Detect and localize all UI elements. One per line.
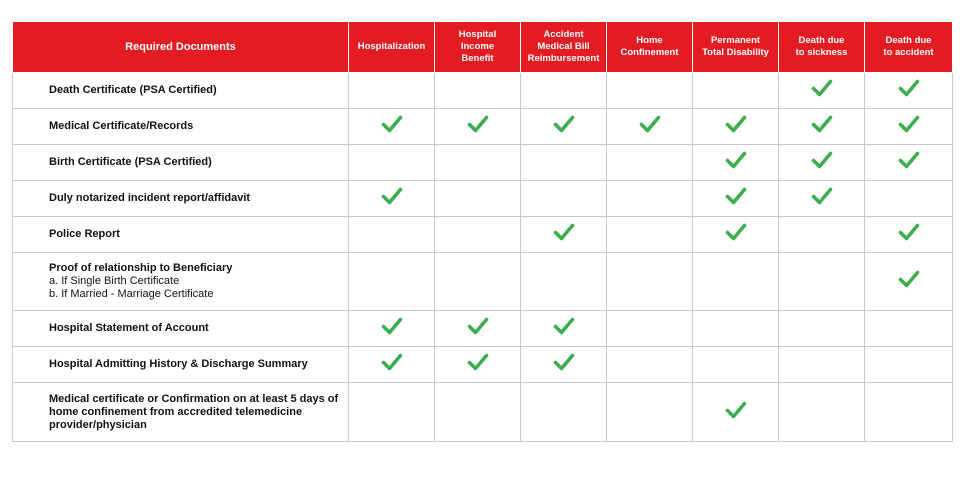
document-name-cell <box>13 73 349 109</box>
table-row <box>13 253 953 311</box>
column-header-home-confinement: Home Confinement <box>607 22 693 73</box>
requirement-cell <box>865 109 953 145</box>
requirement-cell <box>607 383 693 442</box>
check-icon <box>381 114 403 134</box>
table-row <box>13 181 953 217</box>
document-label: Duly notarized incident report/affidavit <box>49 192 251 204</box>
table-row <box>13 109 953 145</box>
requirement-cell <box>779 253 865 311</box>
required-documents-table <box>12 22 953 442</box>
requirement-cell <box>607 145 693 181</box>
requirement-cell <box>693 73 779 109</box>
requirement-cell <box>779 145 865 181</box>
requirement-cell <box>521 109 607 145</box>
requirement-cell <box>779 347 865 383</box>
requirement-cell <box>607 109 693 145</box>
table-row <box>13 347 953 383</box>
requirement-cell <box>693 217 779 253</box>
check-icon <box>553 222 575 242</box>
requirement-cell <box>865 217 953 253</box>
check-icon <box>898 150 920 170</box>
requirement-cell <box>865 73 953 109</box>
requirement-cell <box>779 109 865 145</box>
check-icon <box>381 186 403 206</box>
requirement-cell <box>779 181 865 217</box>
check-icon <box>553 114 575 134</box>
requirement-cell <box>607 347 693 383</box>
requirement-cell <box>349 109 435 145</box>
requirement-cell <box>521 347 607 383</box>
check-icon <box>639 114 661 134</box>
column-header-death-sickness: Death due to sickness <box>779 22 865 73</box>
table-row <box>13 73 953 109</box>
requirement-cell <box>607 181 693 217</box>
table-header-row <box>13 22 953 73</box>
check-icon <box>811 78 833 98</box>
document-sublabel: b. If Married - Marriage Certificate <box>49 288 214 300</box>
requirement-cell <box>865 347 953 383</box>
document-label: Medical certificate or Confirmation on at least 5 days of home confinement from accredited telemedicine provider/physician <box>49 392 339 431</box>
check-icon <box>467 352 489 372</box>
requirement-cell <box>779 73 865 109</box>
check-icon <box>467 316 489 336</box>
requirement-cell <box>607 73 693 109</box>
requirement-cell <box>865 311 953 347</box>
requirement-cell <box>435 347 521 383</box>
document-name-cell <box>13 145 349 181</box>
document-name-cell <box>13 181 349 217</box>
requirement-cell <box>349 181 435 217</box>
column-header-required-documents: Required Documents <box>13 22 349 73</box>
table-row <box>13 217 953 253</box>
check-icon <box>381 352 403 372</box>
check-icon <box>725 186 747 206</box>
table-row <box>13 383 953 442</box>
check-icon <box>898 78 920 98</box>
check-icon <box>381 316 403 336</box>
document-name-cell <box>13 217 349 253</box>
requirement-cell <box>521 181 607 217</box>
document-name-cell <box>13 253 349 311</box>
document-sublabel: a. If Single Birth Certificate <box>49 275 180 287</box>
requirement-cell <box>865 145 953 181</box>
requirement-cell <box>521 253 607 311</box>
table-row <box>13 311 953 347</box>
requirement-cell <box>349 383 435 442</box>
requirement-cell <box>779 217 865 253</box>
document-name-cell <box>13 383 349 442</box>
check-icon <box>898 269 920 289</box>
document-label: Hospital Statement of Account <box>49 322 209 334</box>
document-name-cell <box>13 109 349 145</box>
requirement-cell <box>521 145 607 181</box>
table-row <box>13 145 953 181</box>
requirement-cell <box>435 109 521 145</box>
check-icon <box>898 222 920 242</box>
requirement-cell <box>435 383 521 442</box>
requirement-cell <box>865 383 953 442</box>
requirement-cell <box>779 383 865 442</box>
requirement-cell <box>693 253 779 311</box>
requirement-cell <box>693 181 779 217</box>
check-icon <box>811 186 833 206</box>
check-icon <box>725 150 747 170</box>
check-icon <box>725 222 747 242</box>
column-header-permanent-disability: Permanent Total Disability <box>693 22 779 73</box>
check-icon <box>725 114 747 134</box>
requirement-cell <box>435 311 521 347</box>
check-icon <box>811 150 833 170</box>
document-label: Death Certificate (PSA Certified) <box>49 84 217 96</box>
requirement-cell <box>607 217 693 253</box>
column-header-death-accident: Death due to accident <box>865 22 953 73</box>
check-icon <box>725 400 747 420</box>
requirement-cell <box>865 253 953 311</box>
requirement-cell <box>435 145 521 181</box>
check-icon <box>553 316 575 336</box>
requirement-cell <box>693 347 779 383</box>
requirements-table-container <box>12 22 952 442</box>
requirement-cell <box>607 253 693 311</box>
document-label: Police Report <box>49 228 120 240</box>
requirement-cell <box>349 217 435 253</box>
document-label: Hospital Admitting History & Discharge Summary <box>49 358 308 370</box>
requirement-cell <box>349 145 435 181</box>
requirement-cell <box>435 73 521 109</box>
requirement-cell <box>349 311 435 347</box>
requirement-cell <box>435 181 521 217</box>
requirement-cell <box>693 383 779 442</box>
requirement-cell <box>865 181 953 217</box>
check-icon <box>898 114 920 134</box>
check-icon <box>553 352 575 372</box>
requirement-cell <box>693 145 779 181</box>
requirement-cell <box>349 347 435 383</box>
document-name-cell <box>13 311 349 347</box>
column-header-hospitalization: Hospitalization <box>349 22 435 73</box>
document-label: Proof of relationship to Beneficiary <box>49 262 233 274</box>
check-icon <box>811 114 833 134</box>
requirement-cell <box>521 73 607 109</box>
requirement-cell <box>521 311 607 347</box>
check-icon <box>467 114 489 134</box>
document-label: Birth Certificate (PSA Certified) <box>49 156 212 168</box>
requirement-cell <box>779 311 865 347</box>
requirement-cell <box>607 311 693 347</box>
requirement-cell <box>435 253 521 311</box>
requirement-cell <box>521 217 607 253</box>
requirement-cell <box>693 109 779 145</box>
requirement-cell <box>435 217 521 253</box>
requirement-cell <box>693 311 779 347</box>
requirement-cell <box>349 73 435 109</box>
document-label: Medical Certificate/Records <box>49 120 194 132</box>
requirement-cell <box>349 253 435 311</box>
table-body <box>13 73 953 442</box>
document-name-cell <box>13 347 349 383</box>
requirement-cell <box>521 383 607 442</box>
column-header-accident-medical-bill: Accident Medical Bill Reimbursement <box>521 22 607 73</box>
column-header-hospital-income-benefit: Hospital Income Benefit <box>435 22 521 73</box>
